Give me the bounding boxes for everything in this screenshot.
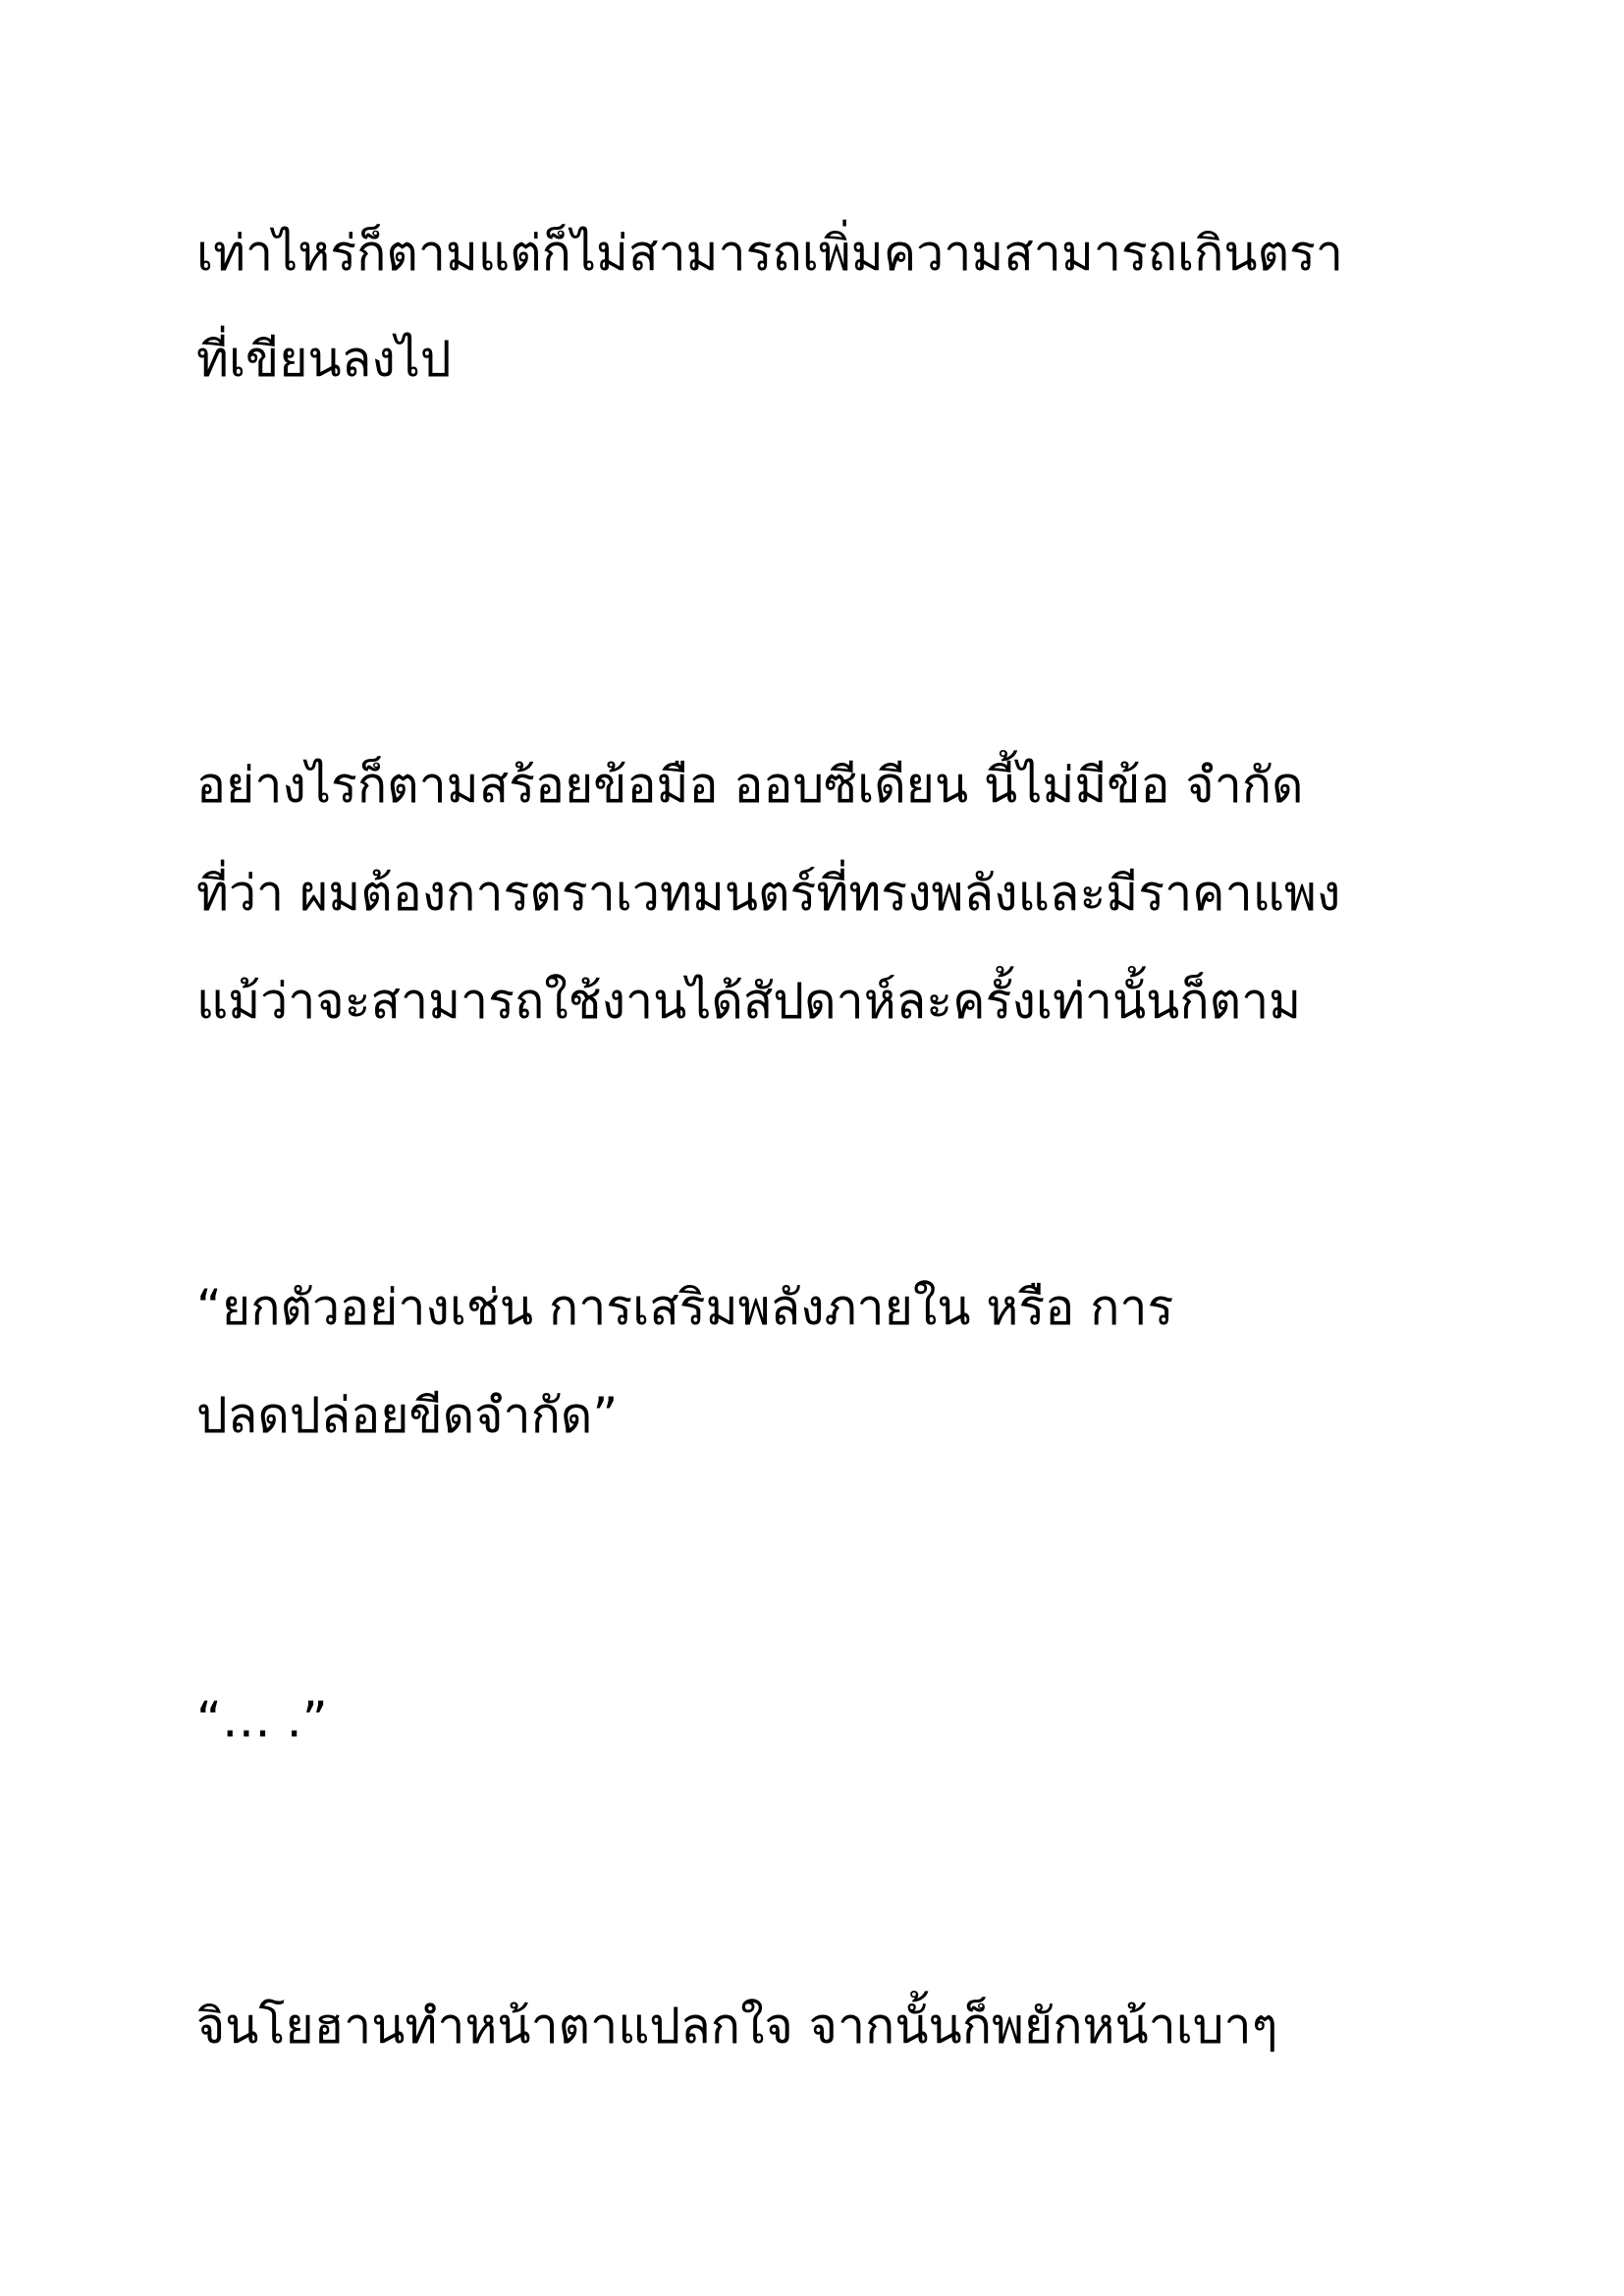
text-line: แม้ว่าจะสามารถใช้งานได้สัปดาห์ละครั้งเท่านั้นก็ตาม [196, 973, 1302, 1030]
text-line: อย่างไรก็ตามสร้อยข้อมือ ออบซีเดียน นี้ไม่มีข้อ จำกัด [196, 757, 1304, 814]
text-line: “ยกตัวอย่างเช่น การเสริมพลังภายใน หรือ การ [196, 1279, 1174, 1336]
text-line: ที่เขียนลงไป [196, 331, 452, 388]
text-line: ที่ว่า ผมต้องการตราเวทมนตร์ที่ทรงพลังและมีราคาแพง [196, 865, 1341, 922]
text-line: ปลดปล่อยขีดจำกัด” [196, 1387, 619, 1444]
text-line: จินโยฮานทำหน้าตาแปลกใจ จากนั้นก็พยักหน้าเบาๆ [196, 1998, 1278, 2055]
text-line: เท่าไหร่ก็ตามแต่ก็ไม่สามารถเพิ่มความสามารถเกินตรา [196, 225, 1343, 282]
text-line: “… .” [196, 1691, 328, 1748]
